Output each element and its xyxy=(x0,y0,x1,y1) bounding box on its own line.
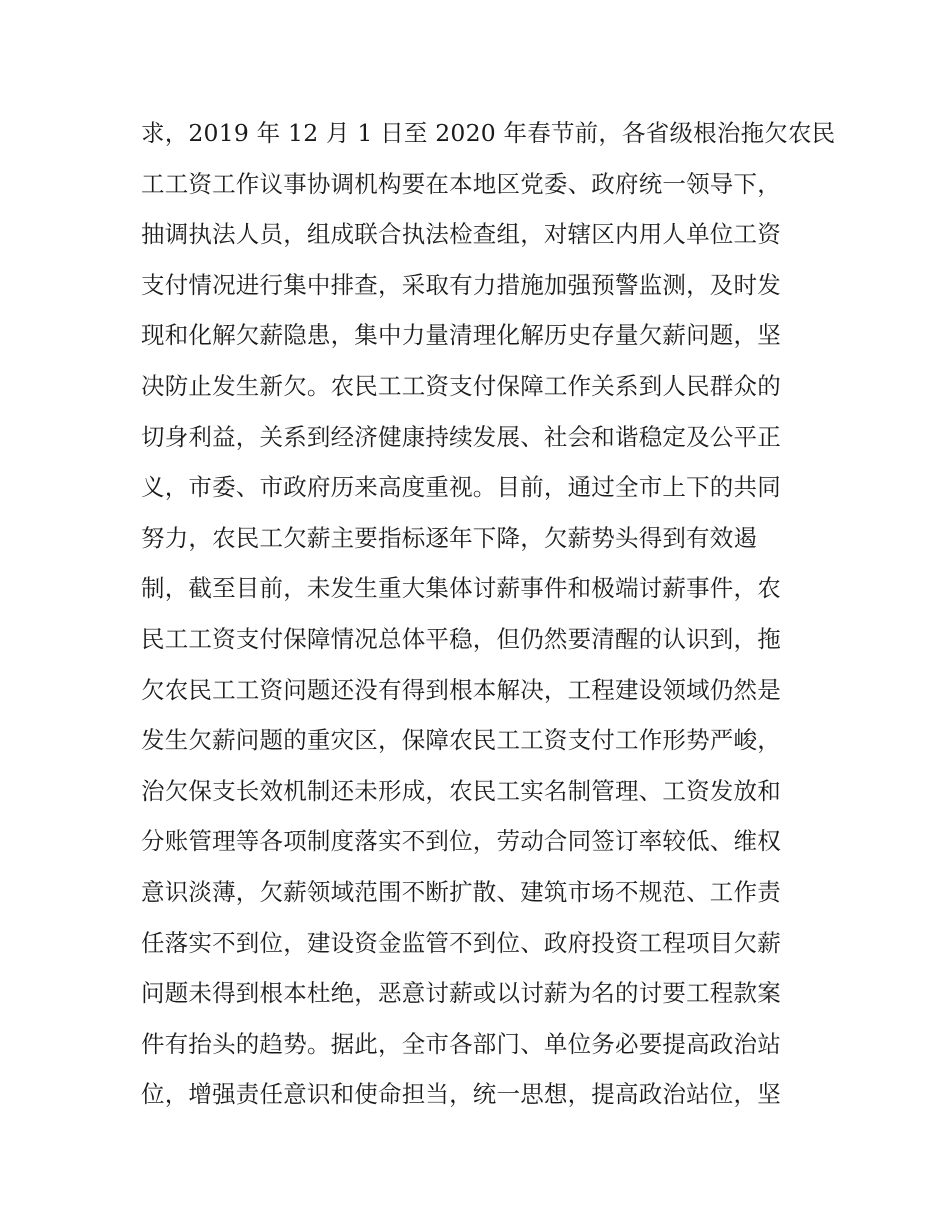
body-paragraph xyxy=(141,108,836,1120)
text-line: 意识淡薄，欠薪领域范围不断扩散、建筑市场不规范、工作责 xyxy=(141,877,781,906)
text-line: 义，市委、市政府历来高度重视。目前，通过全市上下的共同 xyxy=(141,473,781,502)
text-line: 抽调执法人员，组成联合执法检查组，对辖区内用人单位工资 xyxy=(141,220,781,249)
text-line: 任落实不到位，建设资金监管不到位、政府投资工程项目欠薪 xyxy=(141,928,781,957)
text-line: 工工资工作议事协调机构要在本地区党委、政府统一领导下， xyxy=(141,169,781,198)
text-line: 决防止发生新欠。农民工工资支付保障工作关系到人民群众的 xyxy=(141,371,781,400)
text-line: 位，增强责任意识和使命担当，统一思想，提高政治站位，坚 xyxy=(141,1080,781,1109)
text-line: 发生欠薪问题的重灾区，保障农民工工资支付工作形势严峻， xyxy=(141,726,781,755)
text-line: 支付情况进行集中排查，采取有力措施加强预警监测，及时发 xyxy=(141,270,781,299)
text-line: 切身利益，关系到经济健康持续发展、社会和谐稳定及公平正 xyxy=(141,422,781,451)
text-line: 求，2019 年 12 月 1 日至 2020 年春节前，各省级根治拖欠农民 xyxy=(141,119,836,147)
text-line: 件有抬头的趋势。据此，全市各部门、单位务必要提高政治站 xyxy=(141,1029,781,1058)
text-line: 治欠保支长效机制还未形成，农民工实名制管理、工资发放和 xyxy=(141,776,781,805)
text-line: 民工工资支付保障情况总体平稳，但仍然要清醒的认识到，拖 xyxy=(141,624,781,653)
text-line: 制，截至目前，未发生重大集体讨薪事件和极端讨薪事件，农 xyxy=(141,574,781,603)
text-line: 分账管理等各项制度落实不到位，劳动合同签订率较低、维权 xyxy=(141,827,781,856)
text-line: 欠农民工工资问题还没有得到根本解决，工程建设领域仍然是 xyxy=(141,675,781,704)
text-line: 问题未得到根本杜绝，恶意讨薪或以讨薪为名的讨要工程款案 xyxy=(141,979,781,1008)
text-line: 现和化解欠薪隐患，集中力量清理化解历史存量欠薪问题，坚 xyxy=(141,321,781,350)
text-line: 努力，农民工欠薪主要指标逐年下降，欠薪势头得到有效遏 xyxy=(141,523,758,552)
